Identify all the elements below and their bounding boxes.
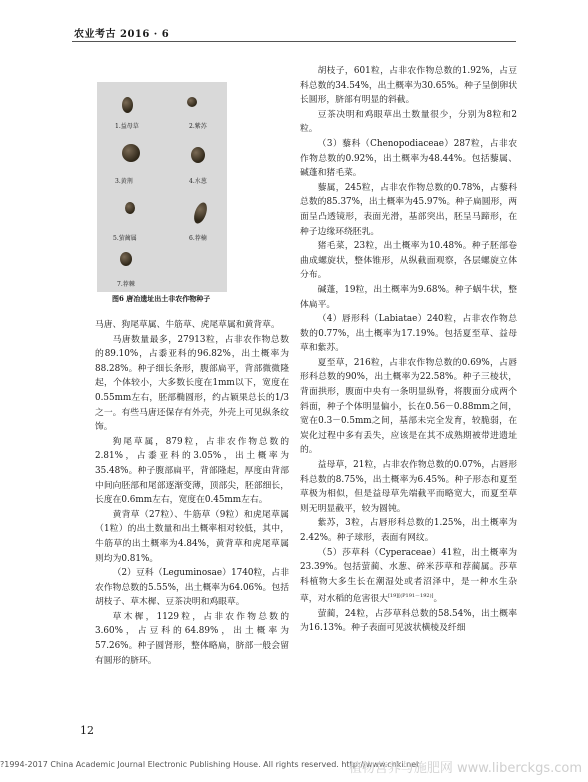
- panel-label-2: 2.紫苏: [189, 123, 207, 130]
- panel-label-3: 3.黄荆: [115, 178, 133, 185]
- paragraph: 草木樨，1129粒，占非农作物总数的3.60%，占豆科的64.89%，出土概率为57.26%。种子圆肾形，整体略扁，脐部一般会留有圆形的脐环。: [95, 611, 289, 666]
- paragraph: 马唐数量最多，27913粒，占非农作物总数的89.10%，占黍亚科的96.82%，出土概率为88.28%。种子细长条形，腹部扁平，背部微微隆起，个体较小，大多数长度在1mm以下，宽度在0.55mm左右，胚部椭圆形，约占颖果总长的1/3之一。有些马唐还保存有外壳，外壳上可见纵条纹饰。: [95, 334, 289, 433]
- paragraph: （3）藜科（Chenopodiaceae）287粒，占非农作物总数的0.92%，出土概率为48.44%。包括藜属、碱蓬和猪毛菜。: [300, 138, 517, 179]
- paragraph-text: （5）莎草科（Cyperaceae）41粒，出土概率为23.39%。包括萤蔺、水葱、碎米莎草和荐蔺属。莎草科植物大多生长在潮湿处或者沼泽中，是一种水生杂草，对水稻的危害很大: [300, 547, 517, 605]
- right-column: [300, 64, 517, 636]
- paragraph: 马唐、狗尾草属、牛筋草、虎尾草属和黄背草。: [95, 320, 280, 330]
- panel-label-4: 4.水葱: [189, 178, 207, 185]
- seed-image-2: [187, 97, 197, 107]
- page-number: 12: [80, 724, 94, 737]
- paragraph: 胡枝子，601粒，占非农作物总数的1.92%，占豆科总数的34.54%，出土概率为30.65%。种子呈倒卵状长圆形，脐部有明显的斜截。: [300, 66, 517, 106]
- seed-figure: [97, 82, 227, 292]
- header-rule: [72, 41, 516, 42]
- left-column: [95, 318, 289, 668]
- paragraph: 狗尾草属，879粒，占非农作物总数的2.81%，占黍亚科的3.05%，出土概率为35.48%。种子腹部扁平，背部隆起，厚度由背部中间向胚部和尾部逐渐变薄，顶部尖，胚部细长，长度在0.6mm左右，宽度在0.45mm左右。: [95, 436, 289, 506]
- paragraph: 豆茶决明和鸡眼草出土数量很少，分别为8粒和2粒。: [300, 109, 517, 135]
- citation-marker: [19][(P191－192)]: [387, 593, 434, 600]
- site-watermark: 植物营养与施肥网 www.liberckgs.com: [348, 761, 582, 776]
- paragraph: 萤蔺，24粒，占莎草科总数的58.54%，出土概率为16.13%。种子表面可见波状横棱及纤细: [300, 608, 517, 634]
- paragraph-with-citation: （5）莎草科（Cyperaceae）41粒，出土概率为23.39%。包括萤蔺、水葱、碎米莎草和荐蔺属。莎草科植物大多生长在潮湿处或者沼泽中，是一种水生杂草，对水稻的危害很大[19][(P191－192)]。: [300, 547, 517, 605]
- seed-image-7: [120, 252, 132, 266]
- figure-caption: 图6 唐冶遗址出土非农作物种子: [112, 294, 211, 303]
- paragraph: 益母草，21粒，占非农作物总数的0.07%，占唇形科总数的8.75%，出土概率为6.45%。种子形态和夏至草极为相似，但是益母草先端截平而略宽大，而夏至草则无明显截平，较为圆钝。: [300, 460, 517, 514]
- paragraph: 藜属，245粒，占非农作物总数的0.78%，占藜科总数的85.37%，出土概率为45.97%。种子扁圆形，两面呈凸透镜形，表面光滑，基部突出，胚呈马蹄形，在种子边缘环绕胚乳。: [300, 182, 517, 237]
- panel-label-1: 1.益母草: [115, 123, 139, 130]
- seed-image-6: [192, 201, 210, 225]
- paragraph: （4）唇形科（Labiatae）240粒，占非农作物总数的0.77%，出土概率为17.19%。包括夏至草、益母草和紫苏。: [300, 314, 517, 354]
- paragraph: 猪毛菜，23粒，出土概率为10.48%。种子胚部卷曲成螺旋状，整体锥形，从纵截面观察，各层螺旋立体分布。: [300, 241, 517, 281]
- paragraph: 夏至草，216粒，占非农作物总数的0.69%，占唇形科总数的90%，出土概率为22.58%。种子三棱状，背面拱形，腹面中央有一条明显纵脊，将腹面分成两个斜面，种子个体明显偏小，长在0.56－0.88mm之间，宽在0.3－0.5mm之间，基部未完全发育，较脆弱，在炭化过程中多有丢失，应该是在其不成熟期被带进遗址的。: [300, 357, 517, 456]
- seed-image-1: [122, 97, 133, 113]
- seed-image-4: [191, 147, 205, 163]
- paragraph: 紫苏，3粒，占唇形科总数的1.25%，出土概率为2.42%。种子球形，表面有网纹。: [300, 518, 517, 543]
- panel-label-7: 7.荐棘: [117, 281, 135, 288]
- journal-header: 农业考古 2016 · 6: [74, 29, 170, 40]
- seed-image-5: [125, 202, 135, 214]
- paragraph: 黄背草（27粒）、牛筋草（9粒）和虎尾草属（1粒）的出土数量和出土概率相对较低，其中，牛筋草的出土概率为4.84%，黄背草和虎尾草属则均为0.81%。: [95, 509, 289, 564]
- seed-image-3: [122, 144, 140, 162]
- panel-label-6: 6.荐楠: [189, 235, 207, 242]
- panel-label-5: 5.萤蔺属: [113, 235, 137, 242]
- paragraph: （2）豆科（Leguminosae）1740粒，占非农作物总数的5.55%，出土概率为64.06%。包括胡枝子、草木樨、豆茶决明和鸡眼草。: [95, 568, 289, 608]
- copyright-footer: ?1994-2017 China Academic Journal Electronic Publishing House. All rights reserved. http://www.cnki.net: [0, 760, 420, 769]
- paragraph: 碱蓬，19粒，出土概率为9.68%。种子蜗牛状，整体扁平。: [300, 284, 517, 310]
